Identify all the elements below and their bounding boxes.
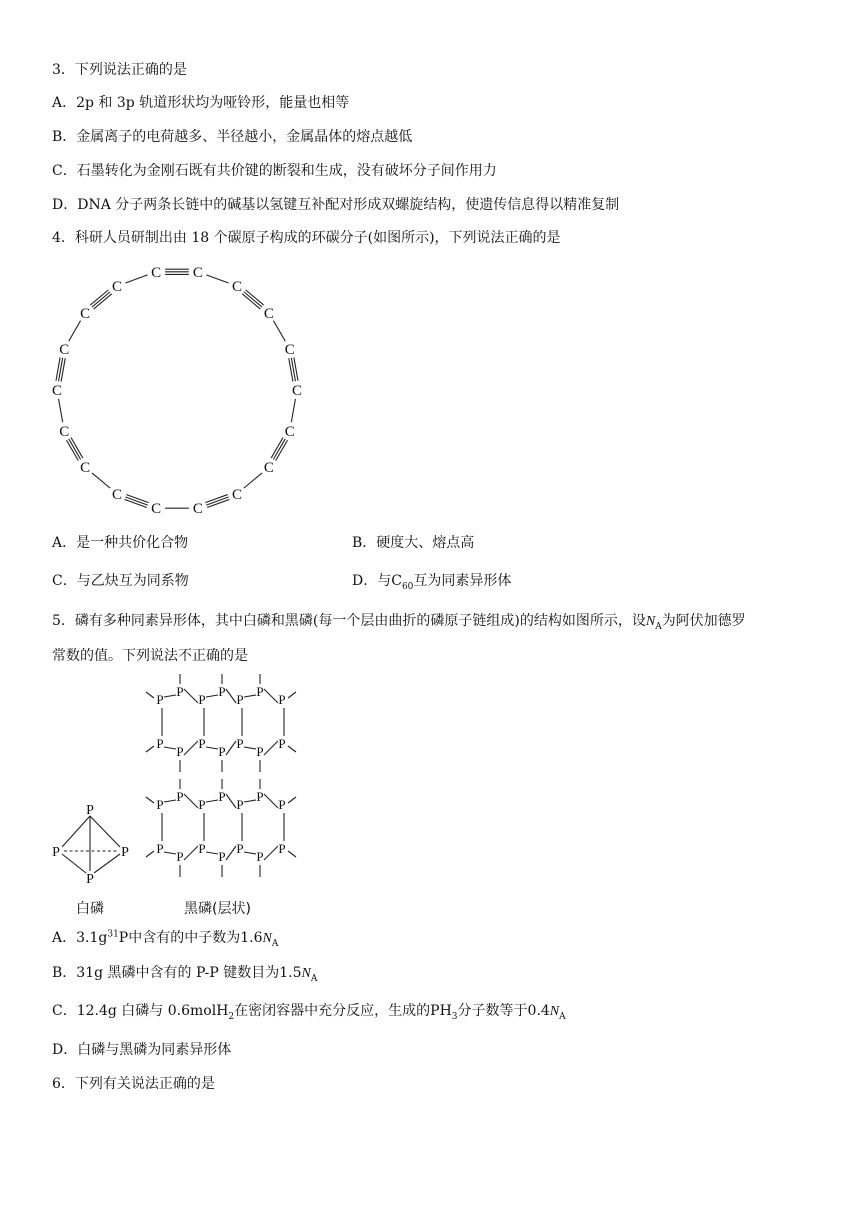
ring-bond-line	[59, 399, 63, 422]
q4-stem: 4．科研人员研制出由 18 个碳原子构成的环碳分子(如图所示)，下列说法正确的是	[52, 230, 561, 246]
ring-bond-line	[90, 290, 108, 305]
bp-bond-line	[264, 741, 278, 755]
phosphorus-atom: P	[198, 736, 206, 751]
bp-bond-line	[288, 797, 296, 803]
phosphorus-atom: P	[236, 736, 244, 751]
q5-stem-line1: 5．磷有多种同素异形体，其中白磷和黑磷(每一个层由曲折的磷原子链组成)的结构如图所示，设$N_A$为阿伏加德罗	[52, 613, 746, 632]
bp-bond-line	[206, 852, 218, 854]
ring-bond-line	[273, 439, 285, 460]
phosphorus-atom: P	[198, 841, 206, 856]
bp-bond-line	[288, 692, 296, 698]
carbon-atom: C	[284, 341, 295, 358]
phosphorus-atom: P	[236, 841, 244, 856]
phosphorus-atom: P	[176, 849, 184, 864]
bp-bond-line	[244, 800, 256, 802]
q4-option-d: D．与$C_{60}$互为同素异形体	[352, 573, 512, 592]
ring-bond-line	[276, 440, 288, 461]
phosphorus-atom: P	[176, 744, 184, 759]
bp-bond-line	[226, 846, 236, 860]
bp-bond-line	[244, 695, 256, 697]
phosphorus-atom: P	[278, 692, 286, 707]
carbon-atom: C	[284, 424, 295, 441]
q3-option-d: D．DNA 分子两条长链中的碱基以氢键互补配对形成双螺旋结构，使遗传信息得以精准复制	[52, 197, 620, 213]
q6-stem: 6．下列有关说法正确的是	[52, 1076, 215, 1092]
ring-bond-line	[291, 399, 295, 422]
bp-bond-line	[206, 695, 218, 697]
phosphorus-atom: P	[156, 797, 164, 812]
ring-bond-line	[66, 440, 78, 461]
bp-bond-line	[146, 692, 154, 698]
q4-option-a: A．是一种共价化合物	[52, 535, 189, 551]
phosphorus-atom: P	[256, 849, 264, 864]
q5-option-b: B．31g 黑磷中含有的 P-P 键数目为$1.5N_A$	[52, 965, 318, 984]
svg-text:P: P	[86, 872, 94, 887]
q5-option-d: D．白磷与黑磷为同素异形体	[52, 1042, 232, 1058]
bp-bond-line	[164, 695, 176, 697]
bp-bond-line	[264, 846, 278, 860]
q3-stem: 3．下列说法正确的是	[52, 62, 187, 78]
svg-text:P: P	[86, 803, 94, 818]
q3-option-b: B．金属离子的电荷越多、半径越小，金属晶体的熔点越低	[52, 129, 413, 145]
bp-bond-line	[264, 689, 278, 703]
bp-bond-line	[146, 746, 154, 752]
svg-text:P: P	[52, 845, 60, 860]
phosphorus-atom: P	[236, 692, 244, 707]
carbon-atom: C	[111, 486, 123, 503]
bp-bond-line	[184, 741, 198, 755]
white-phosphorus-label: 白磷	[76, 901, 104, 917]
svg-text:P: P	[121, 845, 129, 860]
ring-bond-line	[246, 290, 264, 305]
carbon-atom: C	[291, 383, 303, 399]
ring-bond-line	[125, 275, 147, 283]
phosphorus-atom: P	[156, 736, 164, 751]
bp-bond-line	[226, 741, 236, 755]
q4-option-b: B．硬度大、熔点高	[352, 535, 475, 551]
ring-bond-line	[244, 473, 262, 488]
bp-bond-line	[206, 800, 218, 802]
ring-bond-line	[244, 292, 262, 307]
bp-bond-line	[226, 689, 236, 703]
carbon-atom: C	[59, 424, 70, 441]
carbon-atom: C	[231, 279, 243, 296]
q3-option-a: A．2p 和 3p 轨道形状均为哑铃形，能量也相等	[52, 95, 350, 111]
phosphorus-atom: P	[278, 736, 286, 751]
carbon-atom: C	[111, 279, 123, 296]
bp-bond-line	[164, 852, 176, 854]
white-phosphorus-diagram	[48, 796, 138, 891]
phosphorus-atom: P	[278, 797, 286, 812]
carbon-atom: C	[263, 460, 274, 477]
black-phosphorus-label: 黑磷(层状)	[184, 901, 251, 917]
phosphorus-atom: P	[218, 744, 226, 759]
ring-bond-line	[273, 321, 285, 342]
ring-bond-line	[69, 321, 81, 342]
phosphorus-atom: P	[218, 849, 226, 864]
bp-bond-line	[184, 689, 198, 703]
bp-bond-line	[164, 747, 176, 749]
phosphorus-atom: P	[256, 684, 264, 699]
carbon-atom: C	[51, 383, 63, 399]
carbon-atom: C	[231, 486, 243, 503]
bp-bond-line	[244, 852, 256, 854]
bp-bond-line	[184, 794, 198, 808]
bp-bond-line	[146, 851, 154, 857]
carbon-atom: C	[263, 305, 274, 322]
carbon-atom: C	[192, 501, 203, 518]
q5-option-a: A．$3.1g^{31}P$中含有的中子数为$1.6N_A$	[52, 929, 279, 949]
phosphorus-atom: P	[176, 684, 184, 699]
q5-option-c: C．12.4g 白磷与 0.6molH$_2$在密闭容器中充分反应，生成的$PH_3$分子数等于$0.4N_A$	[52, 1003, 566, 1022]
ring-bond-line	[242, 294, 260, 309]
q5-stem-line2: 常数的值。下列说法不正确的是	[52, 648, 248, 664]
phosphorus-atom: P	[198, 797, 206, 812]
q3-option-c: C．石墨转化为金刚石既有共价键的断裂和生成，没有破坏分子间作用力	[52, 163, 497, 179]
q4-option-c: C．与乙炔互为同系物	[52, 573, 189, 589]
ring-bond-line	[92, 292, 110, 307]
bp-bond-line	[184, 846, 198, 860]
bp-bond-line	[146, 797, 154, 803]
phosphorus-atom: P	[236, 797, 244, 812]
bp-bond-line	[264, 794, 278, 808]
phosphorus-atom: P	[256, 744, 264, 759]
phosphorus-atom: P	[198, 692, 206, 707]
carbon-atom: C	[192, 264, 203, 281]
phosphorus-atom: P	[176, 789, 184, 804]
carbon-atom: C	[151, 501, 162, 518]
carbon-atom: C	[80, 305, 91, 322]
ring-bond-line	[271, 438, 283, 459]
phosphorus-atom: P	[218, 789, 226, 804]
ring-bond-line	[92, 473, 110, 488]
phosphorus-atom: P	[156, 841, 164, 856]
carbon-atom: C	[80, 460, 91, 477]
bp-bond-line	[288, 851, 296, 857]
bp-bond-line	[164, 800, 176, 802]
carbon-atom: C	[59, 341, 70, 358]
ring-bond-line	[69, 439, 81, 460]
bp-bond-line	[206, 747, 218, 749]
black-phosphorus-diagram	[140, 672, 310, 887]
phosphorus-atom: P	[256, 789, 264, 804]
phosphorus-atom: P	[218, 684, 226, 699]
bp-bond-line	[288, 746, 296, 752]
ring-bond-line	[71, 438, 83, 459]
bp-bond-line	[226, 794, 236, 808]
carbon-atom: C	[151, 264, 162, 281]
bp-bond-line	[244, 747, 256, 749]
phosphorus-atom: P	[156, 692, 164, 707]
cyclocarbon-diagram	[40, 255, 330, 525]
phosphorus-atom: P	[278, 841, 286, 856]
ring-bond-line	[94, 294, 112, 309]
ring-bond-line	[206, 275, 228, 283]
